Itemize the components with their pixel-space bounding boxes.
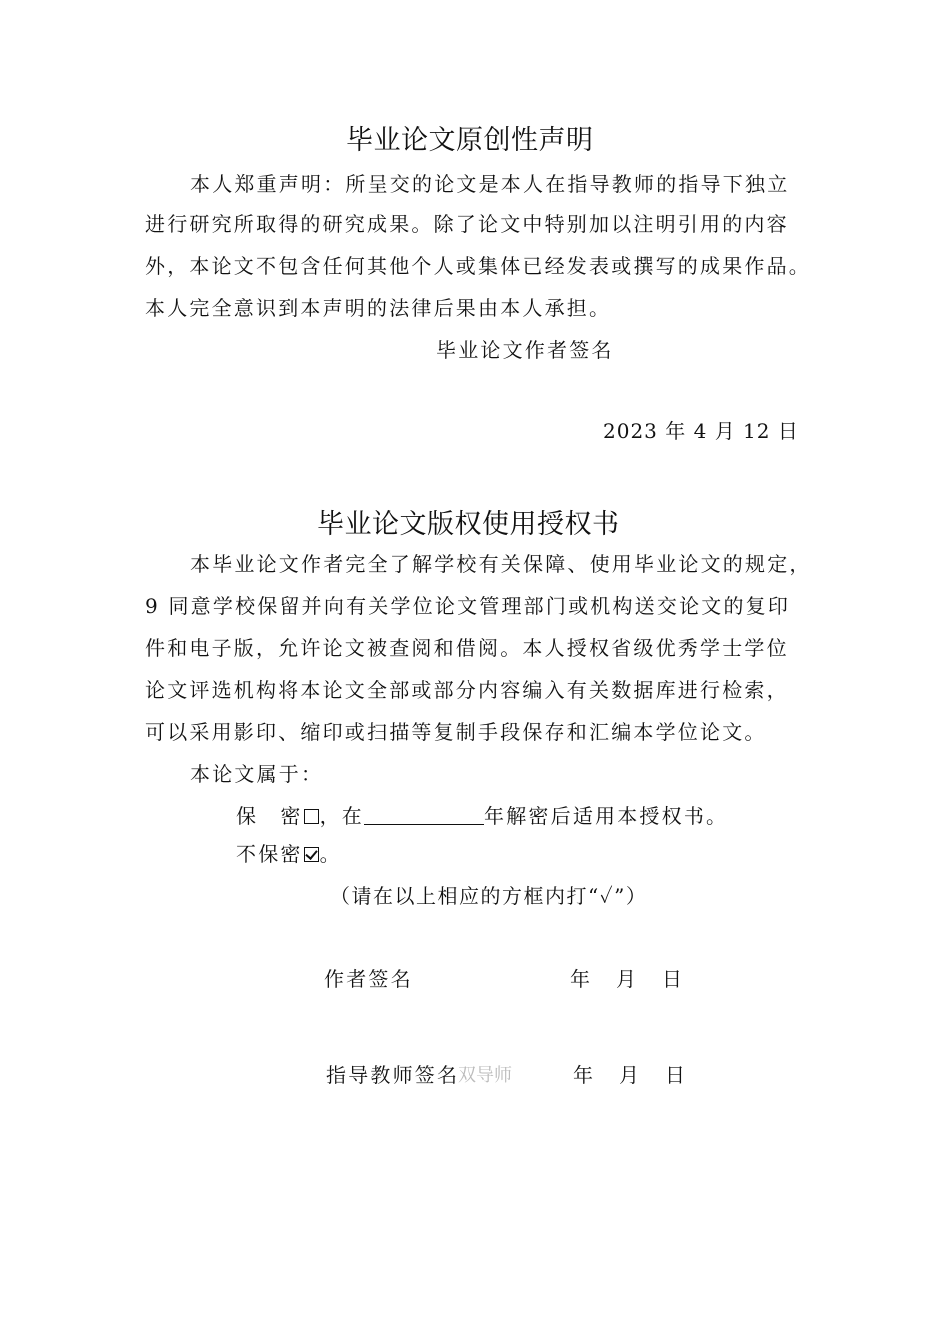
- confidential-after-text: 年解密后适用本授权书。: [484, 804, 729, 828]
- author-signature-date: 年 月 日: [570, 967, 685, 991]
- declaration-line-2: 进行研究所取得的研究成果。除了论文中特别加以注明引用的内容: [145, 212, 789, 236]
- authorization-line-4: 论文评选机构将本论文全部或部分内容编入有关数据库进行检索，: [145, 678, 789, 702]
- authorization-line-2: 9 同意学校保留并向有关学位论文管理部门或机构送交论文的复印: [145, 594, 791, 618]
- authorization-line-5: 可以采用影印、缩印或扫描等复制手段保存和汇编本学位论文。: [145, 720, 767, 744]
- declaration-title: 毕业论文原创性声明: [346, 125, 594, 156]
- declaration-line-4: 本人完全意识到本声明的法律后果由本人承担。: [145, 296, 612, 320]
- authorization-line-3: 件和电子版，允许论文被查阅和借阅。本人授权省级优秀学士学位: [145, 636, 789, 660]
- confidential-in-text: ，在: [319, 804, 365, 828]
- authorization-title: 毕业论文版权使用授权书: [317, 509, 620, 540]
- not-confidential-row: [236, 838, 342, 867]
- not-confidential-end: 。: [319, 842, 342, 866]
- confidential-checkbox[interactable]: [304, 809, 319, 824]
- belongs-label: 本论文属于：: [190, 762, 324, 786]
- not-confidential-label: 不保密: [236, 842, 303, 866]
- advisor-signature-date: 年 月 日: [573, 1063, 688, 1087]
- author-signature-label: 作者签名: [324, 967, 413, 991]
- authorization-line-1: 本毕业论文作者完全了解学校有关保障、使用毕业论文的规定，: [190, 552, 812, 576]
- confidential-row: [236, 800, 728, 829]
- declaration-date: 2023 年 4 月 12 日: [603, 419, 799, 443]
- advisor-note: 双导师: [458, 1065, 512, 1086]
- decrypt-year-blank[interactable]: [364, 806, 484, 825]
- declaration-signature-label: 毕业论文作者签名: [436, 338, 614, 362]
- confidential-label: 保 密: [236, 804, 303, 828]
- check-instruction: （请在以上相应的方框内打“✓”）: [330, 884, 648, 908]
- declaration-line-3: 外，本论文不包含任何其他个人或集体已经发表或撰写的成果作品。: [145, 254, 811, 278]
- advisor-signature-label: 指导教师签名: [326, 1063, 460, 1087]
- not-confidential-checkbox[interactable]: [304, 847, 319, 862]
- declaration-line-1: 本人郑重声明：所呈交的论文是本人在指导教师的指导下独立: [190, 172, 790, 196]
